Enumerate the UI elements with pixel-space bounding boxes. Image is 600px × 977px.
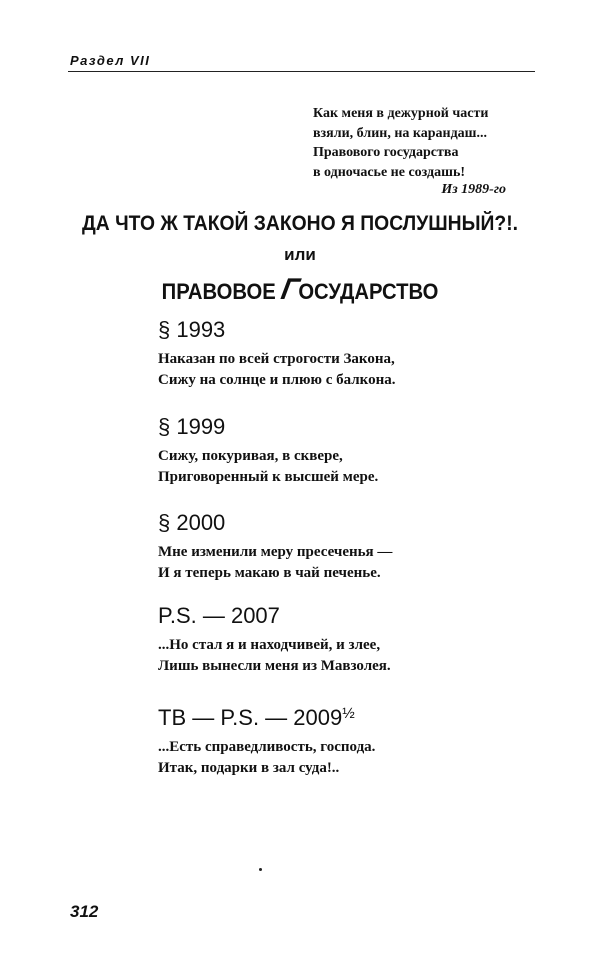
verse-line: Лишь вынесли меня из Мавзолея. bbox=[158, 658, 391, 674]
section-heading: § 1993 bbox=[158, 317, 226, 342]
epigraph bbox=[313, 104, 488, 182]
section-1999 bbox=[158, 414, 378, 488]
section-2000 bbox=[158, 510, 392, 584]
poem-title: ДА ЧТО Ж ТАКОЙ ЗАКОНО Я ПОСЛУШНЫЙ?!. bbox=[81, 212, 519, 235]
heading-fraction: ½ bbox=[342, 705, 355, 722]
verse-line: ...Но стал я и находчивей, и злее, bbox=[158, 637, 381, 653]
poem-subtitle bbox=[24, 273, 576, 307]
section-heading: P.S. — 2007 bbox=[158, 603, 280, 628]
section-1993 bbox=[158, 317, 395, 391]
verse-line: Сижу на солнце и плюю с балкона. bbox=[158, 372, 396, 388]
verse-line: Сижу, покуривая, в сквере, bbox=[158, 448, 343, 464]
title-or: или bbox=[284, 245, 316, 264]
verse-line: Итак, подарки в зал суда!.. bbox=[158, 760, 340, 776]
epigraph-line: Как меня в дежурной части bbox=[313, 106, 489, 121]
section-heading: ТВ — P.S. — 2009 bbox=[158, 705, 343, 730]
section-heading: § 2000 bbox=[158, 510, 226, 535]
section-ps-2007 bbox=[158, 603, 391, 677]
epigraph-line: в одночасье не создашь! bbox=[313, 164, 466, 180]
epigraph-source: Из 1989-го bbox=[441, 182, 506, 197]
verse-line: И я теперь макаю в чай печенье. bbox=[158, 565, 381, 581]
verse-line: Приговоренный к высшей мере. bbox=[158, 469, 379, 485]
epigraph-line: Правового государства bbox=[313, 145, 459, 160]
section-tv-ps-2009 bbox=[158, 705, 375, 779]
running-header: Раздел VII bbox=[70, 53, 151, 68]
subtitle-prefix: ПРАВОВОЕ bbox=[161, 279, 282, 304]
subtitle-stylized-letter: Г bbox=[278, 273, 302, 306]
verse-line: Наказан по всей строгости Закона, bbox=[158, 351, 395, 367]
verse-line: ...Есть справедливость, господа. bbox=[158, 739, 376, 755]
verse-line: Мне изменили меру пресеченья — bbox=[158, 544, 393, 560]
subtitle-rest: ОСУДАРСТВО bbox=[298, 279, 439, 304]
section-heading: § 1999 bbox=[158, 414, 226, 439]
header-rule bbox=[68, 71, 535, 72]
page-number: 312 bbox=[70, 902, 99, 921]
print-speck bbox=[259, 868, 262, 871]
epigraph-line: взяли, блин, на карандаш... bbox=[313, 125, 487, 141]
